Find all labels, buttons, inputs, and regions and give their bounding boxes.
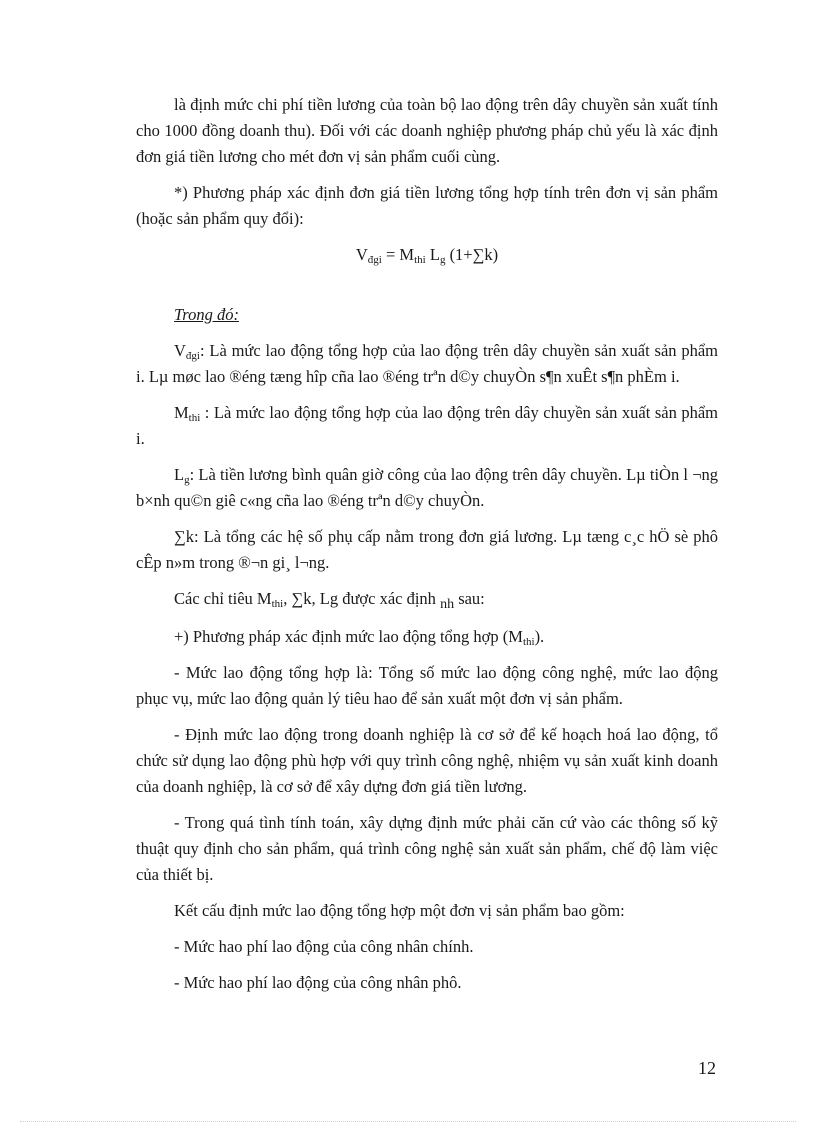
def-l-text: : Là tiền lương bình quân giờ công của lao động trên dây chuyền. Lµ tiÒn l ¬ng b×nh qu©n giê c«ng cña lao ®éng trªn d©y chuyÒn.: [136, 465, 718, 510]
def-m-text: : Là mức lao động tổng hợp của lao động trên dây chuyền sản xuất sản phẩm i.: [136, 403, 718, 448]
formula-v-sub: đgi: [367, 254, 382, 266]
formula-m-sub: thi: [414, 254, 426, 266]
bullet-5: - Mức hao phí lao động của công nhân phô.: [174, 973, 462, 992]
bullet-3: - Trong quá tình tính toán, xây dựng định mức phải căn cứ vào các thông số kỹ thuật quy định cho sản phẩm, quá trình công nghệ sản xuất sản phẩm, chế độ làm việc của thiết bị.: [136, 813, 718, 884]
def-m-sub: thi: [188, 412, 201, 424]
def-l-sub: g: [184, 474, 190, 486]
method-sub: thi: [522, 636, 535, 648]
def-l-symbol: L: [174, 465, 185, 484]
trong-do-label: Trong đó:: [174, 305, 239, 324]
def-v-text: : Là mức lao động tổng hợp của lao động trên dây chuyền sản xuất sản phẩm i. Lµ møc lao ®éng tæng hîp cña lao ®éng trªn d©y chuyÒn s¶n xuÊt s¶n phÈm i.: [136, 341, 718, 386]
method-a: +) Phương pháp xác định mức lao động tổng hợp (M: [174, 627, 523, 646]
def-v-sub: đgi: [185, 350, 200, 362]
bullet-1: - Mức lao động tổng hợp là: Tổng số mức lao động công nghệ, mức lao động phục vụ, mức lao động quản lý tiêu hao để sản xuất một đơn vị sản phẩm.: [136, 663, 718, 708]
formula: [136, 242, 718, 268]
indicators-nh: nh: [440, 597, 455, 612]
definition-m: [136, 400, 718, 452]
definition-k: ∑k: Là tổng các hệ số phụ cấp nằm trong đơn giá lương. Lµ tæng c¸c hÖ sè phô cÊp n»m trong ®¬n gi¸ l¬ng.: [136, 527, 718, 572]
formula-rest: (1+∑k): [445, 245, 499, 264]
indicators-c: sau:: [454, 589, 485, 608]
bullet-2: - Định mức lao động trong doanh nghiệp là cơ sở để kế hoạch hoá lao động, tổ chức sử dụng lao động phù hợp với quy trình công nghệ, nhiệm vụ sản xuất kinh doanh của doanh nghiệp, là cơ sở để xây dựng đơn giá tiền lương.: [136, 725, 718, 796]
structure-line: Kết cấu định mức lao động tổng hợp một đơn vị sản phẩm bao gồm:: [174, 901, 625, 920]
definition-l: [136, 462, 718, 514]
formula-l-sub: g: [439, 254, 446, 266]
method-b: ).: [534, 627, 545, 646]
def-m-symbol: M: [174, 403, 189, 422]
formula-l: L: [425, 245, 440, 264]
formula-v: V: [355, 245, 368, 264]
definition-v: [136, 338, 718, 390]
formula-eq: = M: [381, 245, 415, 264]
paragraph-method: *) Phương pháp xác định đơn giá tiền lương tổng hợp tính trên đơn vị sản phẩm (hoặc sản phẩm quy đổi):: [136, 183, 718, 228]
indicators-line: [136, 586, 718, 614]
paragraph-intro: là định mức chi phí tiền lương của toàn bộ lao động trên dây chuyền sản xuất tính cho 1000 đồng doanh thu). Đối với các doanh nghiệp phương pháp chủ yếu là xác định đơn giá tiền lương cho mét đơn vị sản phẩm cuối cùng.: [136, 95, 718, 166]
trong-do-heading: [136, 302, 718, 328]
page-number: 12: [698, 1058, 716, 1078]
page-divider: [20, 1121, 796, 1122]
def-v-symbol: V: [174, 341, 186, 360]
method-heading: [136, 624, 718, 650]
indicators-b: , ∑k, Lg được xác định: [283, 589, 441, 608]
indicators-a: Các chỉ tiêu M: [174, 589, 272, 608]
document-body: [136, 92, 718, 1006]
indicators-sub: thi: [271, 598, 284, 610]
bullet-4: - Mức hao phí lao động của công nhân chính.: [174, 937, 474, 956]
